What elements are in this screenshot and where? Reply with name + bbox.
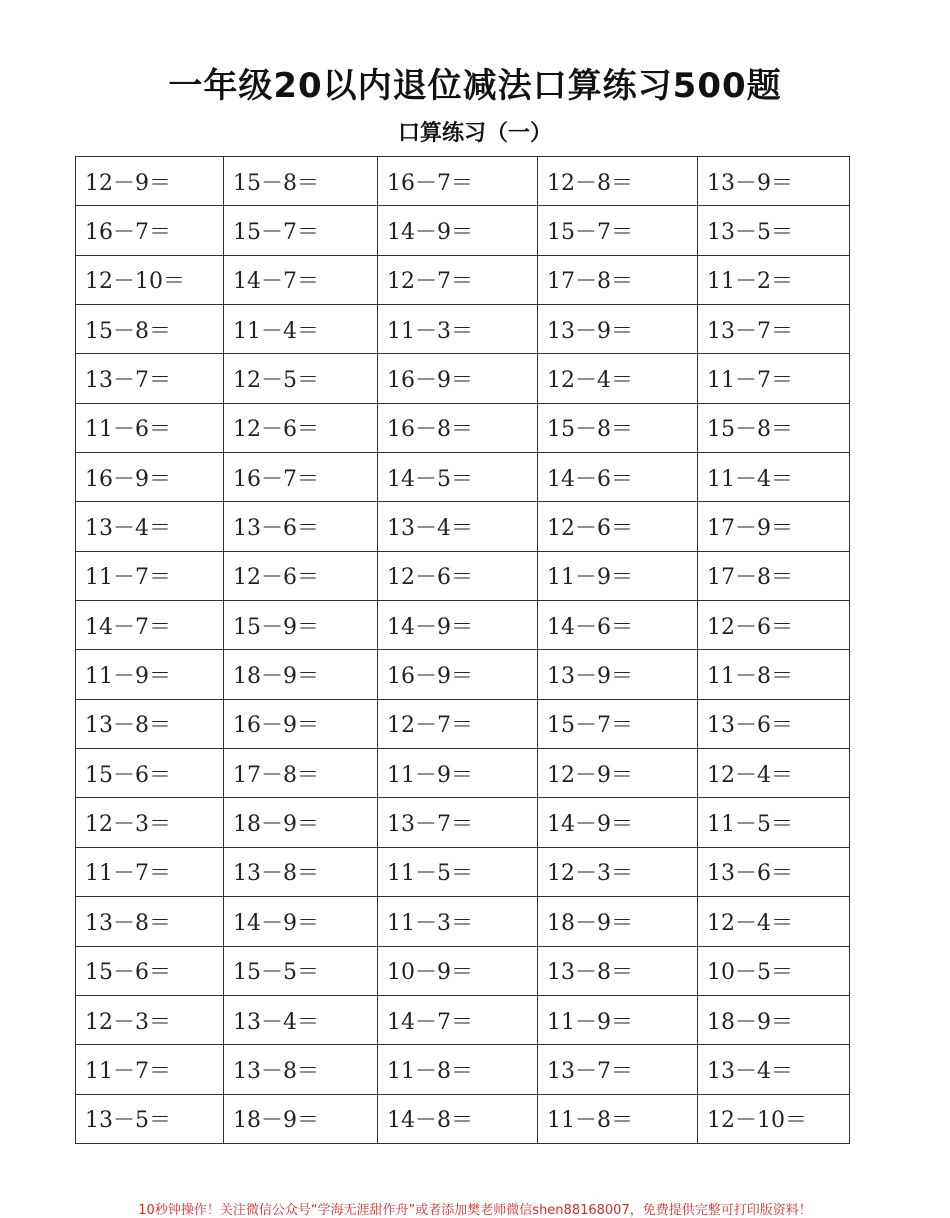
problem-cell: 15－6＝ — [76, 946, 224, 995]
footer-notice: 10秒钟操作！关注微信公众号“学海无涯甜作舟”或者添加樊老师微信shen88168007，免费提供完整可打印版资料！ — [138, 1203, 812, 1218]
problem-cell: 15－7＝ — [538, 206, 698, 255]
problem-cell: 10－9＝ — [378, 946, 538, 995]
problem-cell: 18－9＝ — [224, 650, 378, 699]
problem-cell: 17－8＝ — [224, 749, 378, 798]
problem-cell: 11－9＝ — [76, 650, 224, 699]
table-row — [76, 995, 850, 1044]
problem-cell: 13－8＝ — [76, 897, 224, 946]
problem-cell: 16－7＝ — [224, 453, 378, 502]
table-row — [76, 897, 850, 946]
problem-cell: 12－10＝ — [698, 1094, 850, 1143]
problem-cell: 17－8＝ — [698, 551, 850, 600]
table-row — [76, 206, 850, 255]
problem-cell: 15－8＝ — [698, 403, 850, 452]
problem-cell: 12－4＝ — [698, 897, 850, 946]
problem-cell: 13－7＝ — [378, 798, 538, 847]
problem-cell: 13－8＝ — [538, 946, 698, 995]
problem-cell: 14－7＝ — [378, 995, 538, 1044]
problem-cell: 14－5＝ — [378, 453, 538, 502]
problem-cell: 12－6＝ — [698, 601, 850, 650]
problem-cell: 12－7＝ — [378, 255, 538, 304]
problem-cell: 11－7＝ — [698, 354, 850, 403]
problem-cell: 12－7＝ — [378, 699, 538, 748]
problem-cell: 11－4＝ — [698, 453, 850, 502]
problem-cell: 13－7＝ — [76, 354, 224, 403]
problem-cell: 13－7＝ — [538, 1045, 698, 1094]
problem-cell: 12－6＝ — [538, 502, 698, 551]
problem-cell: 12－8＝ — [538, 157, 698, 206]
problem-table-body — [76, 157, 850, 1144]
problem-cell: 16－9＝ — [378, 354, 538, 403]
problem-cell: 13－9＝ — [538, 305, 698, 354]
problem-cell: 12－6＝ — [224, 403, 378, 452]
problem-cell: 13－4＝ — [698, 1045, 850, 1094]
problem-cell: 11－8＝ — [378, 1045, 538, 1094]
problem-cell: 13－9＝ — [538, 650, 698, 699]
problem-cell: 12－4＝ — [538, 354, 698, 403]
problem-cell: 12－9＝ — [76, 157, 224, 206]
problem-cell: 15－8＝ — [538, 403, 698, 452]
problem-cell: 12－4＝ — [698, 749, 850, 798]
table-row — [76, 749, 850, 798]
problem-cell: 14－6＝ — [538, 601, 698, 650]
problem-cell: 13－8＝ — [224, 1045, 378, 1094]
problem-cell: 11－7＝ — [76, 847, 224, 896]
problem-cell: 11－9＝ — [378, 749, 538, 798]
problem-cell: 11－3＝ — [378, 897, 538, 946]
table-row — [76, 157, 850, 206]
problem-cell: 12－3＝ — [76, 995, 224, 1044]
problem-cell: 15－9＝ — [224, 601, 378, 650]
problem-cell: 12－10＝ — [76, 255, 224, 304]
problem-cell: 11－8＝ — [538, 1094, 698, 1143]
problem-cell: 17－8＝ — [538, 255, 698, 304]
problem-cell: 13－5＝ — [698, 206, 850, 255]
problem-cell: 10－5＝ — [698, 946, 850, 995]
problem-cell: 11－7＝ — [76, 1045, 224, 1094]
table-row — [76, 1094, 850, 1143]
problem-cell: 12－6＝ — [378, 551, 538, 600]
problem-cell: 11－9＝ — [538, 995, 698, 1044]
problem-cell: 16－7＝ — [378, 157, 538, 206]
problem-cell: 11－9＝ — [538, 551, 698, 600]
problem-cell: 16－9＝ — [224, 699, 378, 748]
problem-cell: 14－9＝ — [538, 798, 698, 847]
problem-cell: 13－8＝ — [224, 847, 378, 896]
problem-cell: 16－9＝ — [378, 650, 538, 699]
problem-cell: 18－9＝ — [538, 897, 698, 946]
table-row — [76, 1045, 850, 1094]
table-row — [76, 305, 850, 354]
problem-cell: 11－6＝ — [76, 403, 224, 452]
problem-cell: 14－7＝ — [224, 255, 378, 304]
problem-cell: 17－9＝ — [698, 502, 850, 551]
table-row — [76, 798, 850, 847]
problem-cell: 16－9＝ — [76, 453, 224, 502]
table-row — [76, 699, 850, 748]
problem-cell: 12－6＝ — [224, 551, 378, 600]
page-title: 一年级20以内退位减法口算练习500题 — [168, 66, 782, 106]
problem-cell: 11－7＝ — [76, 551, 224, 600]
problem-cell: 15－8＝ — [76, 305, 224, 354]
problem-cell: 11－5＝ — [698, 798, 850, 847]
problem-cell: 18－9＝ — [698, 995, 850, 1044]
problem-cell: 12－5＝ — [224, 354, 378, 403]
problem-cell: 16－8＝ — [378, 403, 538, 452]
problem-cell: 14－9＝ — [378, 206, 538, 255]
problem-cell: 15－7＝ — [224, 206, 378, 255]
problem-cell: 14－6＝ — [538, 453, 698, 502]
problem-cell: 15－7＝ — [538, 699, 698, 748]
problem-cell: 13－7＝ — [698, 305, 850, 354]
problem-cell: 11－2＝ — [698, 255, 850, 304]
problem-cell: 15－5＝ — [224, 946, 378, 995]
section-subtitle: 口算练习（一） — [397, 121, 552, 146]
table-row — [76, 453, 850, 502]
table-row — [76, 502, 850, 551]
problem-cell: 14－7＝ — [76, 601, 224, 650]
problem-cell: 13－9＝ — [698, 157, 850, 206]
problem-cell: 14－8＝ — [378, 1094, 538, 1143]
problem-cell: 12－3＝ — [76, 798, 224, 847]
problem-cell: 11－5＝ — [378, 847, 538, 896]
table-row — [76, 255, 850, 304]
problem-cell: 13－6＝ — [698, 847, 850, 896]
problem-cell: 13－6＝ — [698, 699, 850, 748]
problem-cell: 13－6＝ — [224, 502, 378, 551]
problem-cell: 13－4＝ — [378, 502, 538, 551]
problem-cell: 18－9＝ — [224, 1094, 378, 1143]
problem-cell: 16－7＝ — [76, 206, 224, 255]
table-row — [76, 551, 850, 600]
table-row — [76, 650, 850, 699]
problem-table — [75, 156, 850, 1144]
problem-cell: 13－4＝ — [76, 502, 224, 551]
table-row — [76, 403, 850, 452]
problem-cell: 18－9＝ — [224, 798, 378, 847]
table-row — [76, 354, 850, 403]
table-row — [76, 847, 850, 896]
problem-cell: 11－8＝ — [698, 650, 850, 699]
problem-cell: 14－9＝ — [224, 897, 378, 946]
problem-cell: 12－3＝ — [538, 847, 698, 896]
problem-cell: 13－4＝ — [224, 995, 378, 1044]
problem-cell: 11－3＝ — [378, 305, 538, 354]
problem-cell: 15－6＝ — [76, 749, 224, 798]
problem-cell: 15－8＝ — [224, 157, 378, 206]
problem-cell: 13－5＝ — [76, 1094, 224, 1143]
problem-cell: 13－8＝ — [76, 699, 224, 748]
problem-cell: 12－9＝ — [538, 749, 698, 798]
problem-cell: 14－9＝ — [378, 601, 538, 650]
problem-cell: 11－4＝ — [224, 305, 378, 354]
table-row — [76, 946, 850, 995]
table-row — [76, 601, 850, 650]
